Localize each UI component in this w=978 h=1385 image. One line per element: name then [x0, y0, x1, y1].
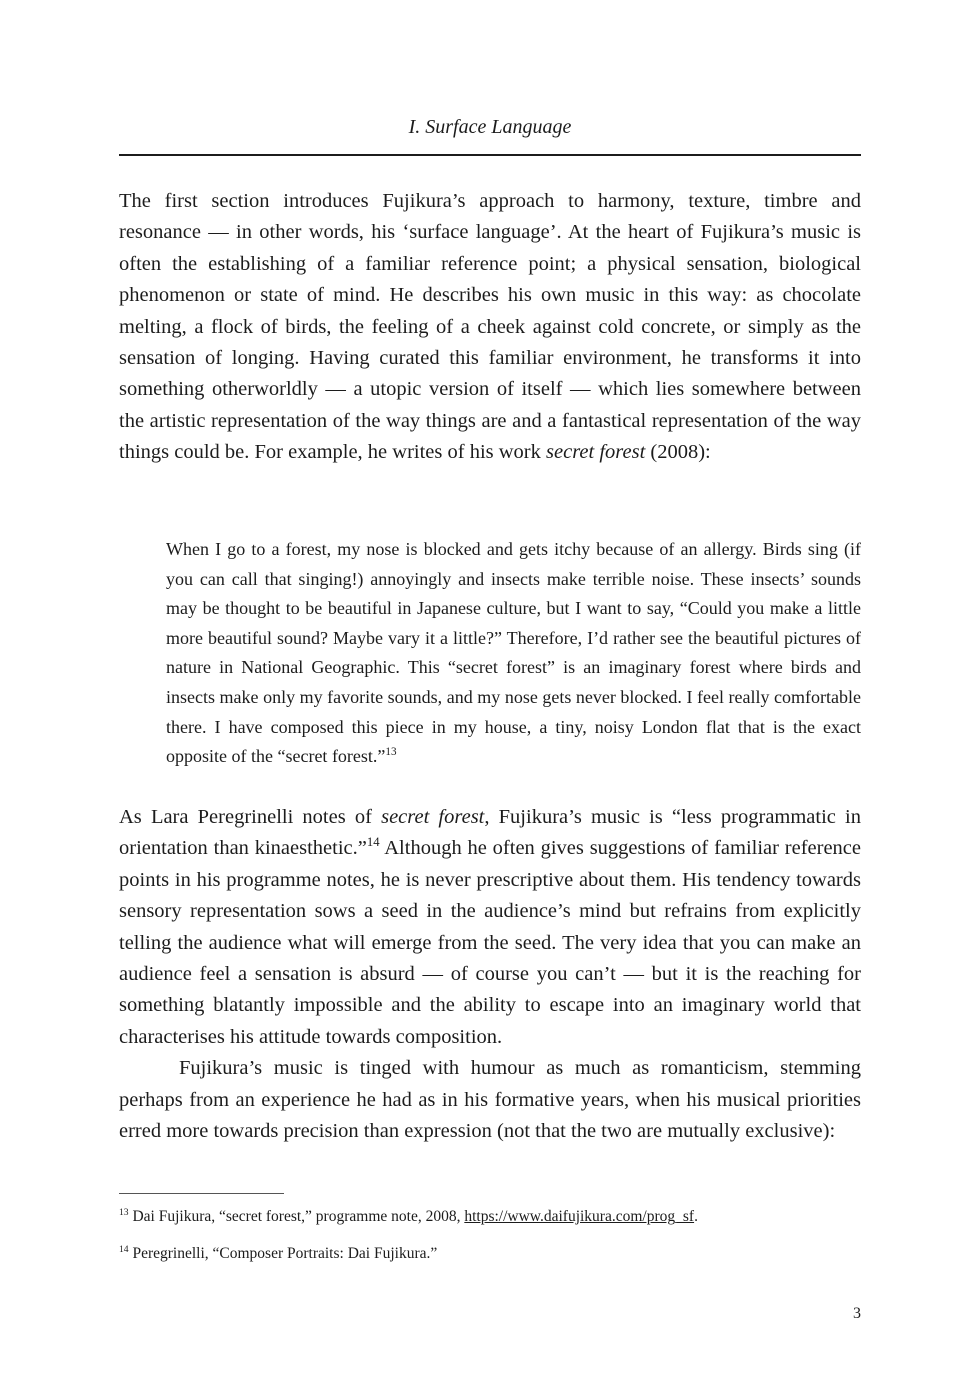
paragraph-1-text: The first section introduces Fujikura’s approach to harmony, texture, timbre and resonance — in other words, his ‘surface language’. At the heart of Fujikura’s music is often the establishing of a familiar reference point; a physical sensation, biological phenomenon or state of mind. He describes his own music in this way: as chocolate melting, a flock of birds, the feeling of a cheek against cold concrete, or simply as the sensation of longing. Having curated this familiar environment, he transforms it into something otherworldly — a utopic version of itself — which lies somewhere between the artistic representation of the way things are and a fantastical representation of the way things could be. For example, he writes of his work	[119, 190, 861, 464]
paragraph-2-mid: , Fujikura’s music is “less programmatic in orientation than kinaesthetic.”	[119, 806, 861, 860]
work-title-secret-forest-2: secret forest	[381, 806, 485, 828]
footnote-13-text: Dai Fujikura, “secret forest,” programme note, 2008,	[128, 1208, 465, 1225]
paragraph-2	[119, 802, 861, 1053]
paragraph-2-rest: Although he often gives suggestions of familiar reference points in his programme notes, he is never prescriptive about them. His tendency towards sensory representation sows a seed in the audience’s mind but refrains from explicitly telling the audience what will emerge from the seed. The very idea that you can make an audience feel a sensation is absurd — of course you can’t — but it is the reaching for something blatantly impossible and the ability to escape into an imaginary world that characterises his attitude towards composition.	[119, 837, 861, 1048]
header-rule	[119, 154, 861, 156]
footnote-ref-14[interactable]: 14	[366, 835, 380, 850]
footnote-14-text: Peregrinelli, “Composer Portraits: Dai Fujikura.”	[128, 1245, 438, 1262]
paragraph-3: Fujikura’s music is tinged with humour as much as romanticism, stemming perhaps from an experience he had as in his formative years, when his musical priorities erred more towards precision than expression (not that the two are mutually exclusive):	[119, 1057, 861, 1143]
footnote-13-number: 13	[119, 1206, 129, 1218]
block-quote	[166, 535, 861, 772]
footnote-14	[119, 1243, 861, 1265]
paragraph-1	[119, 186, 861, 469]
footnote-rule	[119, 1193, 284, 1194]
work-title-secret-forest: secret forest	[546, 441, 646, 464]
footnote-13	[119, 1206, 861, 1228]
paragraph-2-container	[119, 802, 861, 1147]
footnote-14-number: 14	[119, 1243, 129, 1255]
running-header: I. Surface Language	[408, 116, 572, 138]
page-number: 3	[853, 1305, 861, 1322]
footnote-13-end: .	[694, 1208, 698, 1225]
footnote-13-link[interactable]: https://www.daifujikura.com/prog_sf	[464, 1208, 695, 1225]
paragraph-2-lead: As Lara Peregrinelli notes of	[119, 806, 382, 828]
paragraph-1-tail: (2008):	[645, 441, 711, 464]
block-quote-text: When I go to a forest, my nose is blocked and gets itchy because of an allergy. Birds sing (if you can call that singing!) annoyingly and insects make terrible noise. These insects’ sounds may be thought to be beautiful in Japanese culture, but I want to say, “Could you make a little more beautiful sound? Maybe vary it a little?” Therefore, I’d rather see the beautiful pictures of nature in National Geographic. This “secret forest” is an imaginary forest where birds and insects make only my favorite sounds, and my nose gets never blocked. I feel really comfortable there. I have composed this piece in my house, a tiny, noisy London flat that is the exact opposite of the “secret forest.”	[166, 539, 861, 767]
footnote-ref-13[interactable]: 13	[385, 746, 397, 759]
